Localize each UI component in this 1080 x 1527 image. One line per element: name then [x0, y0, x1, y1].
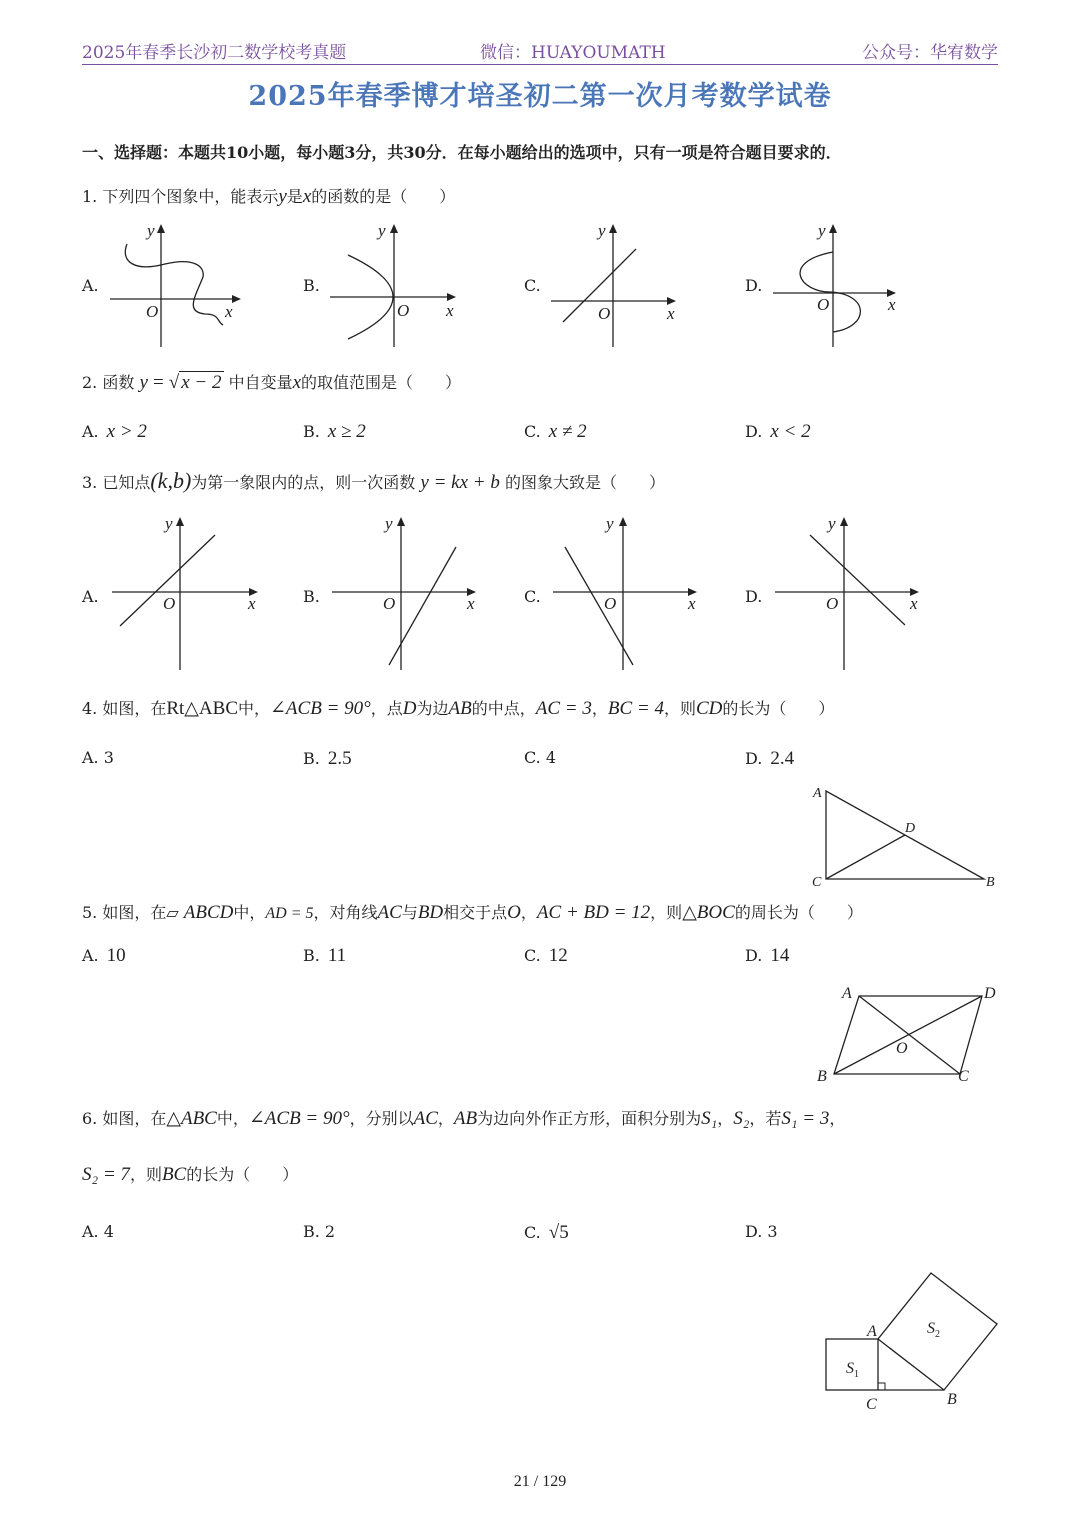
q3-option-b: B. — [303, 587, 320, 606]
question-6 — [82, 1106, 845, 1130]
label-d: D — [984, 985, 996, 1002]
label-b: B — [947, 1391, 957, 1408]
q6-s2-eq: S₂ = 7 — [82, 1164, 130, 1185]
q3-text-b: 为第一象限内的点，则一次函数 — [191, 473, 416, 492]
q6-ab: AB — [453, 1108, 478, 1129]
axis-x-label: x — [225, 302, 233, 321]
q5-option-d — [745, 945, 789, 967]
header-right: 公众号：华宥数学 — [862, 43, 998, 63]
axis-y-label: y — [818, 221, 826, 240]
q2-text-a: 2. 函数 — [82, 373, 135, 392]
q5-option-a-value: 10 — [106, 945, 126, 966]
axis-origin-label: O — [826, 594, 839, 613]
q4-option-a — [82, 748, 114, 767]
q4-side-ab: AB — [448, 698, 472, 719]
q5-option-d-value: 14 — [770, 945, 790, 966]
label-a: A — [867, 1323, 877, 1340]
q1-var-y: y — [278, 186, 287, 207]
q3-option-c: C. — [524, 587, 541, 606]
q6-option-c-label: C. — [524, 1223, 541, 1242]
q4-option-b — [303, 748, 352, 770]
label-c: C — [812, 875, 822, 890]
question-6-line-2 — [82, 1162, 298, 1186]
q6-bc: BC — [161, 1164, 187, 1185]
q5-text-f: ， — [520, 903, 537, 922]
header-left: 2025年春季长沙初二数学校考真题 — [82, 43, 347, 63]
q3-text-a: 3. 已知点 — [82, 473, 151, 492]
q5-text-h: 的周长为（ ） — [734, 903, 863, 922]
q4-text-a: 4. 如图，在 — [82, 699, 167, 718]
axis-y-label: y — [147, 221, 155, 240]
q6-sep-2: ， — [717, 1109, 734, 1128]
q5-option-c-label: C. — [524, 946, 541, 965]
axis-x-label: x — [888, 295, 896, 314]
axis-y-label: y — [378, 221, 386, 240]
q4-angle: ∠ACB = 90° — [270, 698, 371, 719]
q5-option-c — [524, 945, 568, 967]
axis-y-label: y — [606, 514, 614, 533]
axis-origin-label: O — [397, 301, 410, 320]
axis-origin-label: O — [146, 302, 159, 321]
q2-option-c-value: x ≠ 2 — [548, 421, 587, 442]
q4-option-d — [745, 748, 794, 770]
q5-sum: AC + BD = 12 — [536, 902, 651, 923]
q6-s1: S₁ — [701, 1108, 718, 1129]
q4-option-c — [524, 748, 556, 767]
q1-graph-a — [105, 222, 245, 352]
label-d: D — [905, 821, 916, 836]
q3-graph-d — [775, 515, 925, 675]
q5-option-d-label: D. — [745, 946, 763, 965]
q2-radical: √ x − 2 — [168, 372, 222, 393]
q6-figure — [820, 1265, 1005, 1415]
axis-x-label: x — [248, 594, 256, 613]
header-center: 微信：HUAYOUMATH — [480, 43, 666, 63]
q6-line2-b: ，则 — [129, 1165, 162, 1184]
axis-origin-label: O — [383, 594, 396, 613]
q6-line2-c: 的长为（ ） — [186, 1165, 299, 1184]
q2-formula-eq: = — [152, 372, 164, 393]
q5-o: O — [507, 902, 521, 923]
axis-x-label: x — [688, 594, 696, 613]
q3-graph-c — [553, 515, 703, 675]
q2-option-b-label: B. — [303, 422, 320, 441]
q5-figure — [812, 982, 1002, 1087]
q1-graph-b — [328, 222, 468, 352]
q5-boc: △BOC — [682, 902, 735, 923]
q2-radicand: x − 2 — [181, 372, 222, 393]
q4-text-b: 中， — [238, 699, 271, 718]
q4-sep: ， — [591, 699, 608, 718]
q5-text-e: 相交于点 — [443, 903, 508, 922]
axis-origin-label: O — [163, 594, 176, 613]
q1-text-b: 是 — [286, 187, 303, 206]
q4-text-c: ，点 — [370, 699, 403, 718]
q6-triangle: △ABC — [166, 1108, 217, 1129]
q1-text-c: 的函数的是（ ） — [311, 187, 456, 206]
q4-triangle: Rt△ABC — [166, 698, 238, 719]
q5-option-b-label: B. — [303, 946, 320, 965]
q1-option-b: B. — [303, 276, 320, 295]
label-o: O — [896, 1040, 908, 1057]
q1-option-a: A. — [82, 276, 99, 295]
q4-option-b-value: 2.5 — [327, 748, 352, 769]
q6-s2: S₂ — [733, 1108, 750, 1129]
axis-x-label: x — [446, 301, 454, 320]
q2-option-c — [524, 421, 587, 443]
axis-y-label: y — [598, 221, 606, 240]
q3-option-d: D. — [745, 587, 763, 606]
q2-option-d-label: D. — [745, 422, 763, 441]
q1-option-c: C. — [524, 276, 541, 295]
q2-option-b-value: x ≥ 2 — [327, 421, 366, 442]
q4-option-c-label: C. 4 — [524, 748, 557, 767]
label-b: B — [817, 1068, 827, 1085]
question-5 — [82, 900, 863, 924]
q3-text-c: 的图象大致是（ ） — [504, 473, 665, 492]
q4-option-b-label: B. — [303, 749, 320, 768]
label-b: B — [986, 875, 995, 890]
label-a: A — [813, 786, 822, 801]
q2-var-x: x — [292, 372, 302, 393]
q4-text-g: 的长为（ ） — [722, 699, 835, 718]
question-3 — [82, 468, 665, 494]
section-heading: 一、选择题：本题共10小题，每小题3分，共30分．在每小题给出的选项中，只有一项是符合题目要求的． — [82, 143, 842, 162]
q2-option-c-label: C. — [524, 422, 541, 441]
label-a: A — [842, 985, 852, 1002]
q2-option-a-value: x > 2 — [106, 421, 147, 442]
q5-text-c: ，对角线 — [313, 903, 378, 922]
q1-var-x: x — [302, 186, 312, 207]
q4-text-d: 为边 — [416, 699, 449, 718]
q6-option-c-value: √5 — [548, 1222, 569, 1243]
q6-text-a: 6. 如图，在 — [82, 1109, 167, 1128]
q6-angle: ∠ACB = 90° — [248, 1108, 350, 1129]
q5-option-b-value: 11 — [327, 945, 347, 966]
page-number: 21 / 129 — [513, 1473, 567, 1490]
q3-point: (k,b) — [150, 468, 192, 493]
q6-text-e: ，若 — [749, 1109, 782, 1128]
question-1 — [82, 184, 455, 208]
q5-parallelogram: ABCD — [183, 902, 234, 923]
axis-origin-label: O — [817, 295, 830, 314]
q2-formula-lhs: y — [139, 372, 148, 393]
axis-y-label: y — [385, 514, 393, 533]
page-title: 2025年春季博才培圣初二第一次月考数学试卷 — [248, 81, 832, 112]
q5-option-a — [82, 945, 126, 967]
q2-text-b: 中自变量 — [228, 373, 293, 392]
q6-ac: AC — [413, 1108, 438, 1129]
q2-option-d-value: x < 2 — [770, 421, 811, 442]
axis-y-label: y — [828, 514, 836, 533]
q6-option-a-label: A. 4 — [82, 1222, 114, 1241]
q1-graph-d — [770, 222, 910, 352]
label-s2: $S_2$ — [927, 1320, 940, 1340]
q5-ad: AD = 5 — [265, 905, 314, 922]
q6-sep-1: ， — [437, 1109, 454, 1128]
header-divider — [82, 64, 998, 65]
q6-option-a — [82, 1222, 114, 1241]
page-header — [82, 38, 998, 64]
question-2 — [82, 370, 461, 394]
q4-point-d: D — [402, 698, 417, 719]
q4-cd: CD — [696, 698, 723, 719]
q2-option-a-label: A. — [82, 422, 99, 441]
q4-figure — [808, 783, 1003, 893]
label-c: C — [866, 1396, 877, 1413]
label-s1: $S_1$ — [846, 1360, 859, 1380]
q5-option-b — [303, 945, 346, 967]
q6-option-d — [745, 1222, 778, 1241]
q5-option-c-value: 12 — [548, 945, 568, 966]
q6-sep-3: ， — [829, 1109, 846, 1128]
q4-option-d-label: D. — [745, 749, 763, 768]
q4-bc: BC = 4 — [607, 698, 664, 719]
q6-option-b — [303, 1222, 335, 1241]
q6-text-c: ，分别以 — [349, 1109, 414, 1128]
axis-origin-label: O — [598, 304, 611, 323]
q4-option-d-value: 2.4 — [770, 748, 795, 769]
q5-text-a: 5. 如图，在▱ — [82, 903, 179, 922]
q3-graph-a — [112, 515, 262, 675]
q1-text-a: 1. 下列四个图象中，能表示 — [82, 187, 279, 206]
label-c: C — [958, 1068, 969, 1085]
q1-option-d: D. — [745, 276, 763, 295]
q2-option-a — [82, 421, 147, 443]
q6-text-b: 中， — [216, 1109, 249, 1128]
q5-bd: BD — [417, 902, 444, 923]
q3-option-a: A. — [82, 587, 99, 606]
q3-formula: y = kx + b — [420, 472, 500, 493]
q3-graph-b — [332, 515, 482, 675]
q6-text-d: 为边向外作正方形，面积分别为 — [477, 1109, 702, 1128]
q4-text-e: 的中点， — [471, 699, 536, 718]
q4-option-a-label: A. 3 — [82, 748, 114, 767]
q5-ac: AC — [377, 902, 402, 923]
q2-option-d — [745, 421, 811, 443]
axis-x-label: x — [467, 594, 475, 613]
axis-x-label: x — [667, 304, 675, 323]
axis-origin-label: O — [604, 594, 617, 613]
q6-option-c — [524, 1222, 569, 1244]
q6-option-b-label: B. 2 — [303, 1222, 336, 1241]
q5-text-b: 中， — [233, 903, 266, 922]
q6-option-d-label: D. 3 — [745, 1222, 778, 1241]
question-4 — [82, 696, 834, 720]
axis-y-label: y — [165, 514, 173, 533]
q6-s1-eq: S₁ = 3 — [781, 1108, 830, 1129]
q5-option-a-label: A. — [82, 946, 99, 965]
q1-graph-c — [548, 222, 688, 352]
q2-text-c: 的取值范围是（ ） — [301, 373, 462, 392]
axis-x-label: x — [910, 594, 918, 613]
q4-text-f: ，则 — [663, 699, 696, 718]
q5-text-g: ，则 — [650, 903, 683, 922]
q4-ac: AC = 3 — [535, 698, 592, 719]
q5-text-d: 与 — [401, 903, 418, 922]
q2-option-b — [303, 421, 366, 443]
